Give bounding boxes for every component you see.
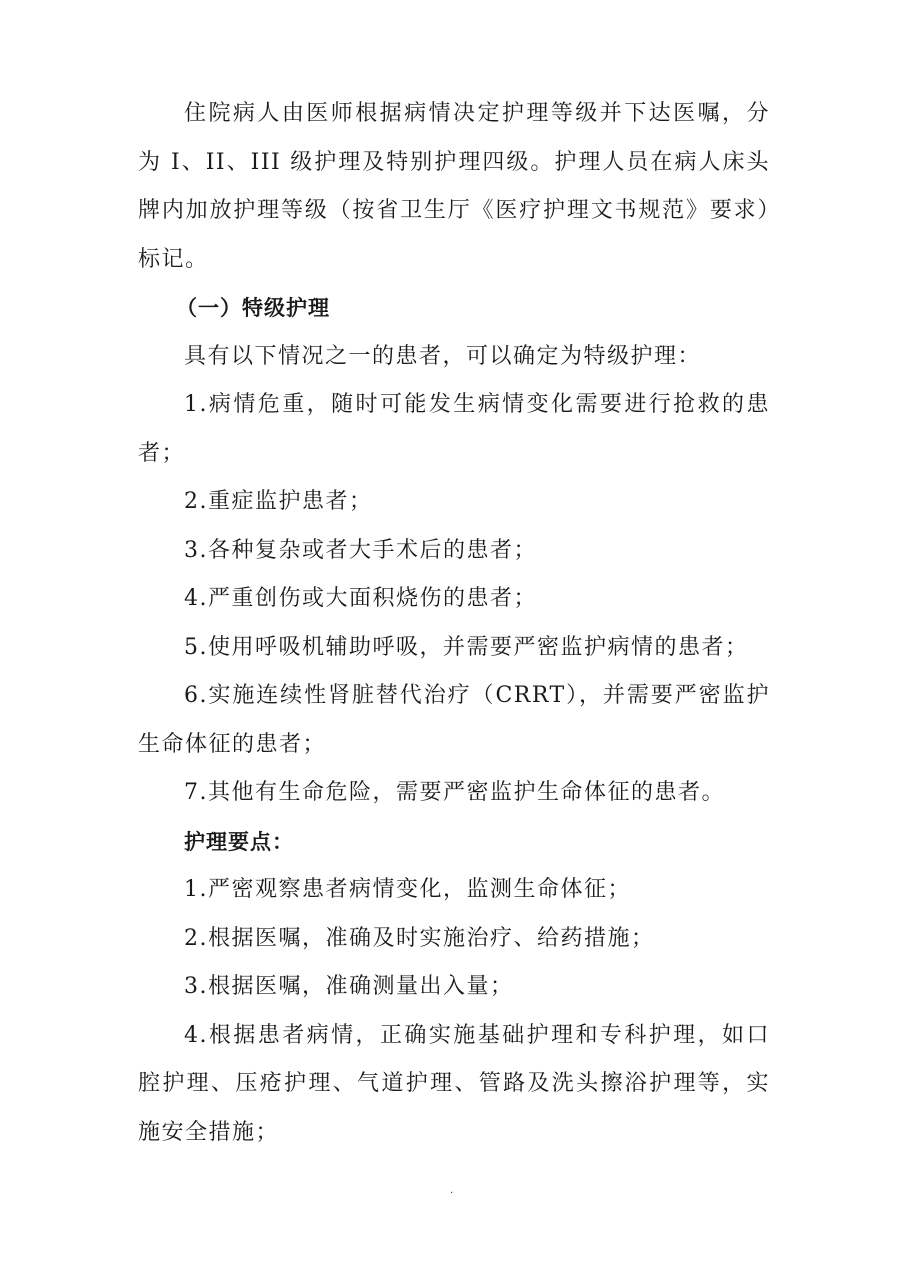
criteria-item: 6.实施连续性肾脏替代治疗（CRRT），并需要严密监护生命体征的患者； — [138, 683, 770, 757]
key-points-title: 护理要点： — [184, 829, 294, 854]
footer-mark: . — [450, 1185, 454, 1196]
criteria-item: 1.病情危重，随时可能发生病情变化需要进行抢救的患者； — [138, 392, 770, 466]
intro-paragraph: 住院病人由医师根据病情决定护理等级并下达医嘱，分为 I、II、III 级护理及特别护理四级。护理人员在病人床头牌内加放护理等级（按省卫生厅《医疗护理文书规范》要求）标记。 — [138, 101, 770, 272]
criteria-item: 3.各种复杂或者大手术后的患者； — [184, 537, 537, 563]
criteria-item: 4.严重创伤或大面积烧伤的患者； — [184, 586, 537, 611]
criteria-item: 7.其他有生命危险，需要严密监护生命体征的患者。 — [184, 780, 725, 805]
criteria-intro: 具有以下情况之一的患者，可以确定为特级护理： — [184, 343, 702, 369]
key-point-item: 1.严密观察患者病情变化，监测生命体征； — [184, 877, 631, 902]
criteria-item: 2.重症监护患者； — [184, 489, 373, 514]
key-point-item: 3.根据医嘱，准确测量出入量； — [184, 974, 514, 999]
key-point-item: 2.根据医嘱，准确及时实施治疗、给药措施； — [184, 925, 655, 951]
key-point-item: 4.根据患者病情，正确实施基础护理和专科护理，如口腔护理、压疮护理、气道护理、管路及洗头擦浴护理等，实施安全措施； — [138, 1022, 770, 1145]
document-body — [138, 90, 770, 1157]
section-title: （一）特级护理 — [176, 296, 330, 320]
criteria-item: 5.使用呼吸机辅助呼吸，并需要严密监护病情的患者； — [184, 634, 749, 660]
